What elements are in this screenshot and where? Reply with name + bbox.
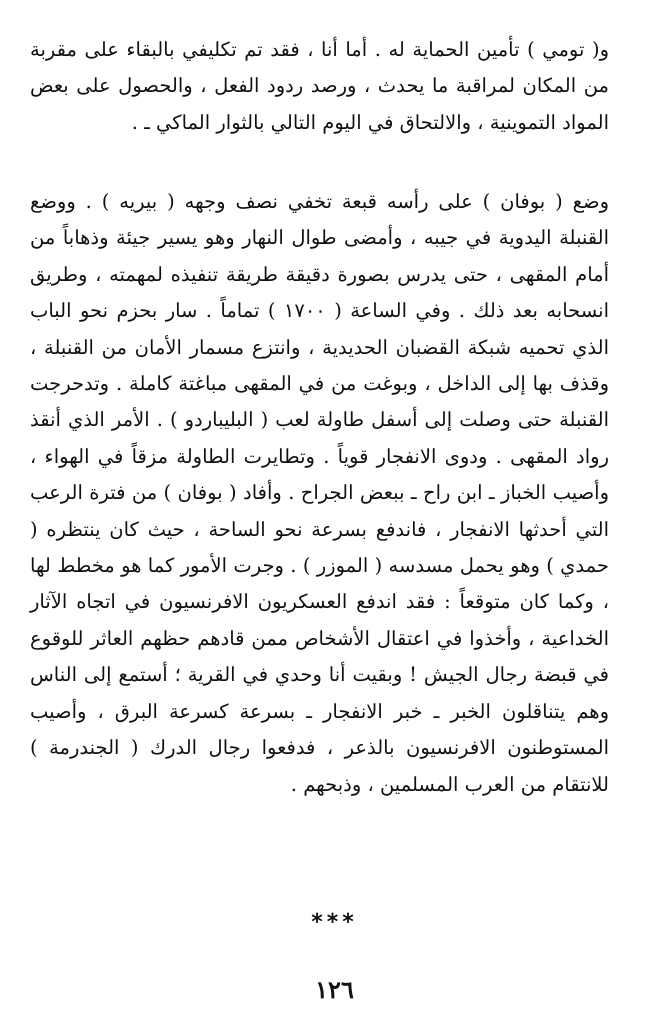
paragraph-1: و( تومي ) تأمين الحماية له . أما أنا ، فقد تم تكليفي بالبقاء على مقربة من المكان لمراقبة ما يحدث ، ورصد ردود الفعل ، والحصول على بعض المواد التموينية ، والالتحاق في اليوم التالي بالثوار الماكي ـ . xyxy=(30,38,609,134)
paragraph-2: وضع ( بوفان ) على رأسه قبعة تخفي نصف وجهه ( بيريه ) . ووضع القنبلة اليدوية في جيبه ، وأمضى طوال النهار وهو يسير جيئة وذهاباً من أمام المقهى ، حتى يدرس بصورة دقيقة طريقة تنفيذه لمهمته ، وطريق انسحابه بعد ذلك . وفي الساعة ( ١٧٠٠ ) تماماً . سار بحزم نحو الباب الذي تحميه شبكة القضبان الحديدية ، وانتزع مسمار الأمان من القنبلة ، وقذف بها إلى الداخل ، وبوغت من في المقهى مباغتة كاملة . وتدحرجت القنبلة حتى وصلت إلى أسفل طاولة لعب ( البليباردو ) . الأمر الذي أنقذ رواد المقهى . ودوى الانفجار قوياً . وتطايرت الطاولة مزقاً في الهواء ، وأصيب الخباز ـ ابن راح ـ ببعض الجراح . وأفاد ( بوفان ) من فترة الرعب التي أحدثها الانفجار ، فاندفع بسرعة نحو الساحة ، حيث كان ينتظره ( حمدي ) وهو يحمل مسدسه ( الموزر ) . وجرت الأمور كما هو مخطط لها ، وكما كان متوقعاً : فقد اندفع العسكريون الافرنسيون في اتجاه الآثار الخداعية ، وأخذوا في اعتقال الأشخاص ممن قادهم حظهم العاثر للوقوع في قبضة رجال الجيش ! وبقيت أنا وحدي في القرية ؛ أستمع إلى الناس وهم يتناقلون الخبر ـ خبر الانفجار ـ بسرعة كسرعة البرق ، وأصيب المستوطنون الافرنسيون بالذعر ، فدفعوا رجال الدرك ( الجندرمة ) للانتقام من العرب المسلمين ، وذبحهم . xyxy=(30,190,610,796)
page-number: ١٢٦ xyxy=(315,975,354,1004)
section-separator: *** xyxy=(311,910,358,935)
